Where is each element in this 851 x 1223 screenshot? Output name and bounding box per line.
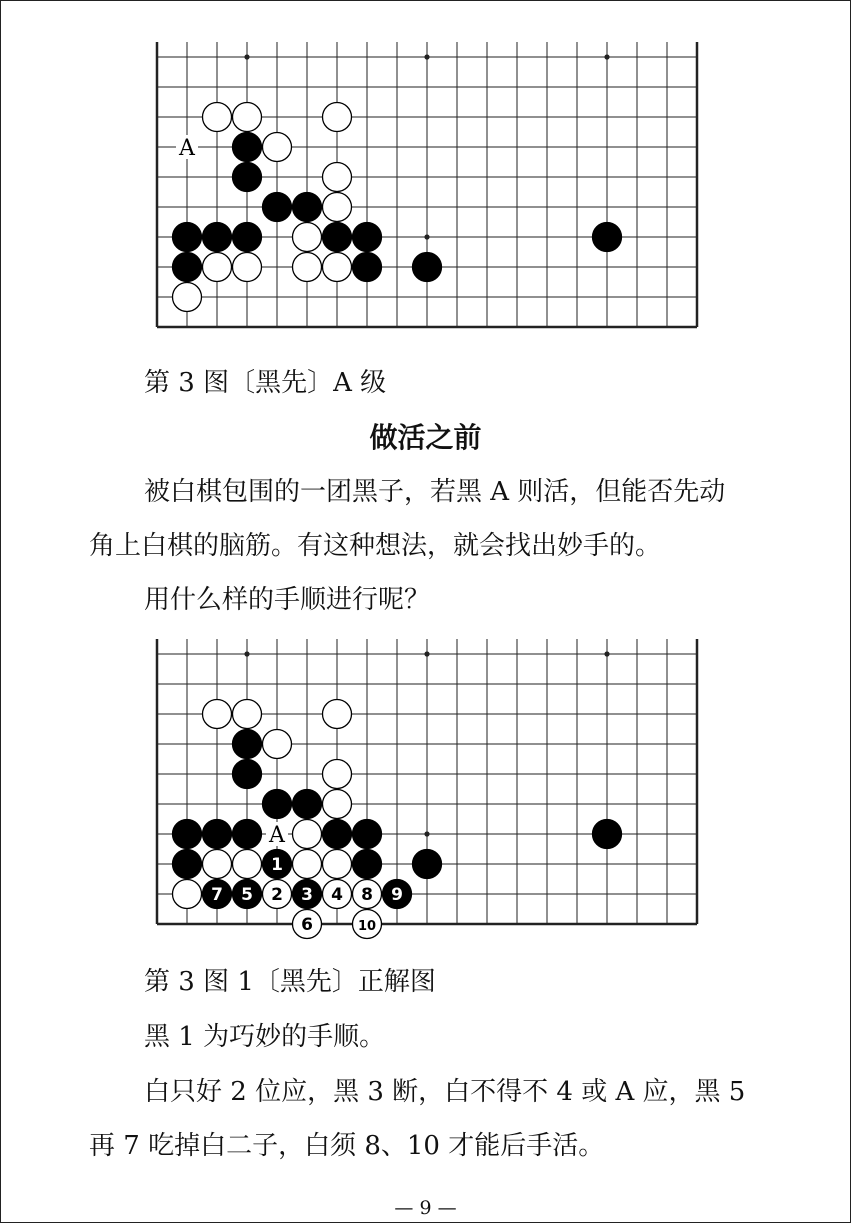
diagram-caption: 第 3 图〔黑先〕A 级 bbox=[144, 368, 387, 398]
white-stone bbox=[233, 700, 262, 729]
white-stone bbox=[323, 163, 352, 192]
black-stone bbox=[233, 133, 262, 162]
black-stone bbox=[593, 820, 622, 849]
white-stone bbox=[203, 253, 232, 282]
black-stone bbox=[413, 253, 442, 282]
star-point bbox=[604, 651, 609, 656]
black-stone bbox=[233, 760, 262, 789]
white-stone bbox=[293, 253, 322, 282]
star-point bbox=[244, 651, 249, 656]
star-point bbox=[424, 234, 429, 239]
white-stone bbox=[293, 850, 322, 879]
star-point bbox=[244, 54, 249, 59]
black-stone bbox=[233, 730, 262, 759]
paragraph-line: 黑 1 为巧妙的手顺。 bbox=[144, 1022, 386, 1052]
white-stone bbox=[323, 253, 352, 282]
black-stone bbox=[263, 790, 292, 819]
paragraph-line: 白只好 2 位应，黑 3 断，白不得不 4 或 A 应，黑 5 bbox=[144, 1077, 746, 1107]
black-stone bbox=[323, 223, 352, 252]
star-point bbox=[424, 831, 429, 836]
white-stone bbox=[233, 103, 262, 132]
move-number: 10 bbox=[357, 919, 377, 934]
black-stone bbox=[293, 193, 322, 222]
black-stone bbox=[173, 223, 202, 252]
black-stone bbox=[593, 223, 622, 252]
white-stone bbox=[293, 820, 322, 849]
paragraph-line: 角上白棋的脑筋。有这种想法，就会找出妙手的。 bbox=[89, 531, 662, 561]
white-stone bbox=[323, 790, 352, 819]
white-stone bbox=[323, 193, 352, 222]
move-number: 1 bbox=[271, 855, 283, 875]
white-stone bbox=[323, 760, 352, 789]
black-stone bbox=[173, 850, 202, 879]
white-stone bbox=[233, 253, 262, 282]
black-stone bbox=[353, 253, 382, 282]
page-number: — 9 — bbox=[394, 1197, 457, 1219]
white-stone bbox=[323, 700, 352, 729]
white-stone bbox=[203, 700, 232, 729]
black-stone bbox=[173, 820, 202, 849]
black-stone bbox=[203, 223, 232, 252]
move-number: 4 bbox=[331, 885, 343, 905]
move-number: 7 bbox=[211, 885, 223, 905]
point-label: A bbox=[179, 136, 195, 161]
move-number: 6 bbox=[301, 915, 313, 935]
move-number: 3 bbox=[301, 885, 313, 905]
white-stone bbox=[203, 850, 232, 879]
white-stone bbox=[263, 730, 292, 759]
point-label: A bbox=[269, 823, 285, 848]
black-stone bbox=[413, 850, 442, 879]
black-stone bbox=[353, 850, 382, 879]
section-heading: 做活之前 bbox=[369, 421, 482, 454]
black-stone bbox=[353, 223, 382, 252]
move-number: 2 bbox=[271, 885, 283, 905]
black-stone bbox=[263, 193, 292, 222]
go-diagram-solution bbox=[1, 598, 850, 948]
white-stone bbox=[233, 850, 262, 879]
go-diagram-problem bbox=[1, 1, 850, 341]
white-stone bbox=[293, 223, 322, 252]
move-number: 9 bbox=[391, 885, 403, 905]
black-stone bbox=[293, 790, 322, 819]
white-stone bbox=[263, 133, 292, 162]
black-stone bbox=[203, 820, 232, 849]
diagram-caption: 第 3 图 1〔黑先〕正解图 bbox=[144, 967, 436, 997]
paragraph-line: 被白棋包围的一团黑子，若黑 A 则活，但能否先动 bbox=[144, 477, 726, 507]
black-stone bbox=[233, 820, 262, 849]
star-point bbox=[424, 54, 429, 59]
white-stone bbox=[173, 283, 202, 312]
move-number: 8 bbox=[361, 885, 373, 905]
white-stone bbox=[323, 850, 352, 879]
star-point bbox=[604, 54, 609, 59]
black-stone bbox=[233, 223, 262, 252]
paragraph-line: 再 7 吃掉白二子，白须 8、10 才能后手活。 bbox=[89, 1131, 605, 1161]
star-point bbox=[424, 651, 429, 656]
move-number: 5 bbox=[241, 885, 253, 905]
black-stone bbox=[173, 253, 202, 282]
black-stone bbox=[353, 820, 382, 849]
black-stone bbox=[323, 820, 352, 849]
black-stone bbox=[233, 163, 262, 192]
white-stone bbox=[173, 880, 202, 909]
white-stone bbox=[323, 103, 352, 132]
paragraph-line: 用什么样的手顺进行呢？ bbox=[144, 585, 431, 615]
white-stone bbox=[203, 103, 232, 132]
